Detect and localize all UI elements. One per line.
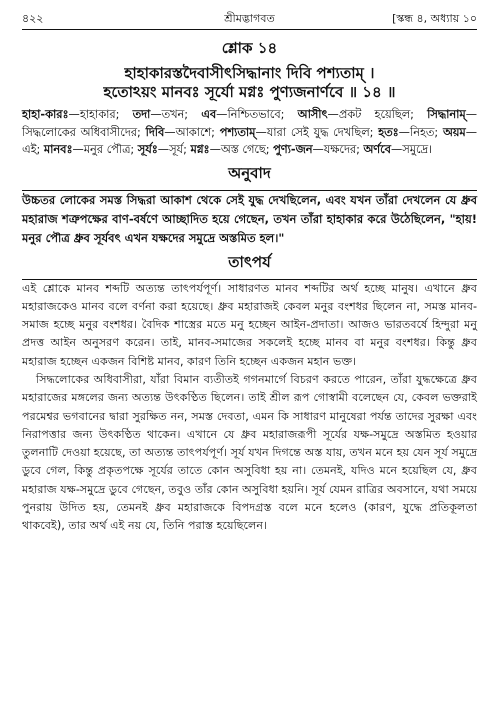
page-number: ৪২২ [22,12,44,25]
synonym-word: মগ্নঃ [190,143,210,156]
header-rule [22,29,477,30]
synonym-meaning: —প্রকট হয়েছিল; [327,108,428,121]
synonym-word: সিদ্ধানাম্ [427,108,466,121]
book-title: শ্রীমদ্ভাগবত [224,12,275,25]
synonym-meaning: —হাহাকার; [68,108,133,121]
verse-line-1: হাহাকারস্তদৈবাসীৎসিদ্ধানাং দিবি পশ্যতাম্ । [124,64,375,82]
synonym-meaning: —যারা সেই যুদ্ধ দেখছিল; [255,125,379,139]
synonym-word: এব [201,108,217,121]
chapter-reference: [স্কন্ধ ৪, অধ্যায় ১০ [392,12,477,25]
purport-heading: তাৎপর্য [228,252,271,271]
verse-number: শ্লোক ১৪ [221,39,278,57]
sanskrit-verse [22,64,477,102]
synonym-word: সূর্যঃ [137,143,158,156]
synonym-meaning: —মনুর পৌত্র; [72,143,138,156]
purport-paragraph-2: সিদ্ধলোকের অধিবাসীরা, যাঁরা বিমান ব্যতীতই গগনমার্গে বিচরণ করতে পারেন, তাঁরা যুদ্ধক্ষেত্রে ধ্রুব মহারাজের মঙ্গলের জন্য অত্যন্ত উৎকণ্ঠিত ছিলেন। তাই শ্রীল রূপ গোস্বামী বলেছেন যে, কেবল ভক্তরাই পরমেশ্বর ভগবানের দ্বারা সুরক্ষিত নন, সমস্ত দেবতা, এমন কি সাধারণ মানুষেরা পর্যন্ত তাদের সুরক্ষা এবং নিরাপত্তার জন্য উৎকণ্ঠিত থাকেন। এখানে যে ধ্রুব মহারাজরূপী সূর্যের যক্ষ-সমুদ্রে অস্তমিত হওয়ার তুলনাটি দেওয়া হয়েছে, তা অত্যন্ত তাৎপর্যপূর্ণ। সূর্য যখন দিগন্তে অস্ত যায়, তখন মনে হয় যেন সূর্য সমুদ্রে ডুবে গেল, কিন্তু প্রকৃতপক্ষে সূর্যের তাতে কোন অসুবিধা হয় না। তেমনই, যদিও মনে হয়েছিল যে, ধ্রুব মহারাজ যক্ষ-সমুদ্রে ডুবে গেছেন, তবুও তাঁর কোন অসুবিধা হয়নি। সূর্য যেমন রাত্রির অবসানে, যথা সময়ে পুনরায় উদিত হয়, তেমনই ধ্রুব মহারাজকে বিপদগ্রস্ত বলে মনে হলেও (কারণ, যুদ্ধে প্রতিকূলতা থাকবেই), তার অর্থ এই নয় যে, তিনি পরাস্ত হয়েছিলেন। [22,372,477,533]
synonym-meaning: —তখন; [150,108,202,121]
synonym-word: পশ্যতাম্ [219,125,256,139]
synonym-word: তদা [132,108,151,121]
purport-paragraph-1: এই শ্লোকে মানব শব্দটি অত্যন্ত তাৎপর্যপূর্ণ। সাধারণত মানব শব্দটির অর্থ হচ্ছে মানুষ। এখানে ধ্রুব মহারাজকেও মানব বলে বর্ণনা করা হয়েছে। ধ্রুব মহারাজই কেবল মনুর বংশধর ছিলেন না, সমস্ত মানব-সমাজ হচ্ছে মনুর বংশধর। বৈদিক শাস্ত্রের মতে মনু হচ্ছেন আইন-প্রদাতা। আজও ভারতবর্ষে হিন্দুরা মনু প্রদত্ত আইন অনুসরণ করেন। তাই, মানব-সমাজের সকলেই হচ্ছে মানব বা মনুর বংশধর। কিন্তু ধ্রুব মহারাজ হচ্ছেন একজন বিশিষ্ট মানব, কারণ তিনি হচ্ছেন একজন মহান ভক্ত। [22,281,477,368]
synonym-word: অর্ণবে [363,143,391,156]
synonym-meaning: —নিশ্চিতভাবে; [216,108,298,121]
synonym-word: অয়ম [442,125,466,139]
synonym-word: দিবি [145,125,165,139]
translation-text: উচ্চতর লোকের সমস্ত সিদ্ধরা আকাশ থেকে সেই যুদ্ধ দেখছিলেন, এবং যখন তাঁরা দেখলেন যে ধ্রুব মহারাজ শত্রুপক্ষের বাণ-বর্ষণে আচ্ছাদিত হয়ে গেছেন, তখন তাঁরা হাহাকার করে উঠেছিলেন, "হায়! মনুর পৌত্র ধ্রুব সূর্যবৎ এখন যক্ষদের সমুদ্রে অস্তমিত হল।" [22,192,477,245]
purport-body [22,280,477,536]
word-synonyms [22,106,477,159]
synonym-word: পুণ্য-জন [273,143,313,156]
synonym-word: হতঃ [378,125,399,139]
synonym-meaning: —সমুদ্রে। [390,143,433,156]
synonym-meaning: —সূর্য; [157,143,191,156]
verse-line-2: হতোঽয়ং মানবঃ সূর্যো মগ্নঃ পুণ্যজনার্ণবে ॥ ১৪ ॥ [103,83,396,101]
synonym-meaning: —এই; [22,125,477,156]
synonym-word: আসীৎ [297,108,328,121]
synonym-meaning: —নিহত; [398,125,443,139]
synonym-meaning: —অস্ত গেছে; [209,143,274,156]
synonym-word: মানবঃ [43,143,73,156]
translation-heading: অনুবাদ [228,163,271,182]
synonym-meaning: —যক্ষদের; [312,143,364,156]
synonym-word: হাহা-কারঃ [22,108,69,121]
synonym-meaning: —আকাশে; [164,125,220,139]
running-header [22,6,477,28]
synonym-meaning: —সিদ্ধলোকের অধিবাসীদের; [22,108,478,139]
